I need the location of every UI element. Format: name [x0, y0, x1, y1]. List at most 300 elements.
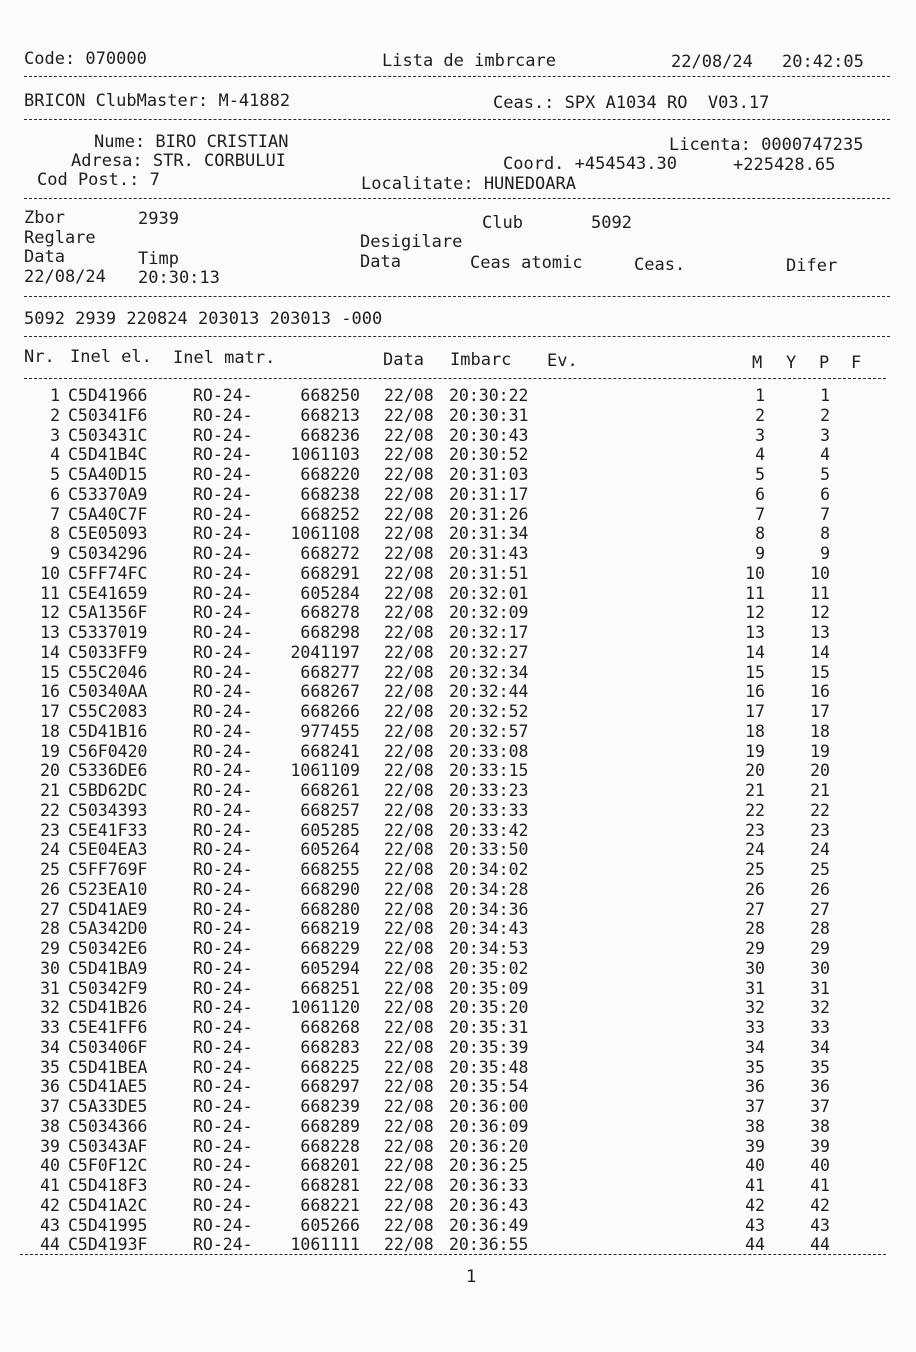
divider	[24, 336, 890, 337]
row-p: 26	[810, 879, 830, 899]
row-prefix: RO-24-	[193, 800, 253, 820]
row-nr: 29	[40, 939, 60, 958]
row-inel-matr: 668241	[300, 741, 360, 761]
table-row	[0, 761, 916, 781]
table-row	[0, 821, 916, 841]
row-inel-matr: 605264	[300, 840, 360, 860]
row-inel-el: C503406F	[68, 1037, 148, 1057]
row-date: 22/08	[384, 1097, 434, 1116]
row-nr: 18	[40, 721, 60, 741]
row-inel-el: C5E41F33	[68, 820, 148, 840]
row-p: 31	[810, 978, 830, 998]
owner-coord: Coord. +454543.30	[503, 154, 677, 174]
row-prefix: RO-24-	[193, 1018, 253, 1037]
row-p: 12	[810, 603, 830, 623]
row-m: 5	[755, 465, 765, 484]
owner-license: Licenta: 0000747235	[669, 135, 864, 155]
timp-label: Timp	[138, 249, 179, 269]
row-inel-el: C503431C	[68, 425, 148, 445]
row-prefix: RO-24-	[193, 1215, 253, 1235]
row-time: 20:33:33	[449, 800, 529, 820]
row-prefix: RO-24-	[193, 642, 253, 662]
data-label-2: Data	[360, 252, 401, 272]
row-date: 22/08	[384, 563, 434, 583]
divider	[24, 378, 886, 379]
row-time: 20:35:48	[449, 1057, 529, 1077]
row-date: 22/08	[384, 1077, 434, 1097]
row-nr: 15	[40, 662, 60, 682]
row-prefix: RO-24-	[193, 939, 253, 958]
table-row	[0, 584, 916, 604]
row-nr: 41	[40, 1176, 60, 1195]
row-inel-el: C5D41B4C	[68, 445, 148, 465]
row-nr: 7	[50, 504, 60, 524]
table-row	[0, 505, 916, 525]
row-inel-matr: 668283	[300, 1037, 360, 1057]
row-prefix: RO-24-	[193, 682, 253, 702]
row-inel-el: C5FF74FC	[68, 563, 148, 583]
row-inel-matr: 668255	[300, 860, 360, 879]
row-p: 24	[810, 840, 830, 860]
row-nr: 8	[50, 524, 60, 544]
row-p: 37	[810, 1097, 830, 1116]
row-time: 20:32:57	[449, 721, 529, 741]
row-p: 28	[810, 919, 830, 939]
row-time: 20:30:31	[449, 405, 529, 425]
table-row	[0, 1196, 916, 1216]
row-inel-el: C5F0F12C	[68, 1156, 148, 1176]
row-date: 22/08	[384, 405, 434, 425]
row-prefix: RO-24-	[193, 1097, 253, 1116]
row-inel-matr: 977455	[300, 721, 360, 741]
row-m: 25	[745, 860, 765, 879]
owner-postcode: Cod Post.: 7	[37, 170, 160, 190]
row-inel-el: C5E05093	[68, 524, 148, 544]
row-nr: 27	[40, 899, 60, 919]
row-inel-el: C523EA10	[68, 879, 148, 899]
row-date: 22/08	[384, 1195, 434, 1215]
row-inel-el: C5D41B26	[68, 998, 148, 1018]
row-inel-matr: 668251	[300, 978, 360, 998]
row-m: 12	[745, 603, 765, 623]
table-row	[0, 1097, 916, 1117]
row-nr: 17	[40, 702, 60, 721]
row-inel-el: C5A40D15	[68, 465, 148, 484]
row-nr: 31	[40, 978, 60, 998]
row-p: 43	[810, 1215, 830, 1235]
row-m: 31	[745, 978, 765, 998]
table-row	[0, 742, 916, 762]
row-date: 22/08	[384, 623, 434, 642]
row-inel-matr: 668220	[300, 465, 360, 484]
row-time: 20:31:43	[449, 544, 529, 563]
row-m: 15	[745, 662, 765, 682]
row-nr: 30	[40, 958, 60, 978]
row-m: 42	[745, 1195, 765, 1215]
row-p: 19	[810, 741, 830, 761]
row-time: 20:36:09	[449, 1116, 529, 1136]
row-date: 22/08	[384, 721, 434, 741]
row-nr: 26	[40, 879, 60, 899]
row-date: 22/08	[384, 958, 434, 978]
divider	[24, 296, 890, 297]
table-row	[0, 643, 916, 663]
row-prefix: RO-24-	[193, 445, 253, 465]
row-p: 29	[810, 939, 830, 958]
row-time: 20:31:51	[449, 563, 529, 583]
row-inel-matr: 668229	[300, 939, 360, 958]
row-nr: 40	[40, 1156, 60, 1176]
row-prefix: RO-24-	[193, 583, 253, 603]
row-prefix: RO-24-	[193, 899, 253, 919]
table-row	[0, 603, 916, 623]
col-m: M	[752, 353, 763, 373]
row-prefix: RO-24-	[193, 1176, 253, 1195]
row-inel-matr: 668221	[300, 1195, 360, 1215]
row-m: 44	[745, 1235, 765, 1255]
row-time: 20:36:43	[449, 1195, 529, 1215]
table-row	[0, 663, 916, 683]
row-time: 20:35:39	[449, 1037, 529, 1057]
table-row	[0, 623, 916, 643]
table-row	[0, 702, 916, 722]
club-label: Club	[482, 213, 523, 233]
row-date: 22/08	[384, 800, 434, 820]
row-date: 22/08	[384, 879, 434, 899]
table-row	[0, 386, 916, 406]
row-m: 22	[745, 800, 765, 820]
row-inel-matr: 668239	[300, 1097, 360, 1116]
row-p: 22	[810, 800, 830, 820]
row-inel-matr: 668236	[300, 425, 360, 445]
row-m: 18	[745, 721, 765, 741]
row-date: 22/08	[384, 1136, 434, 1156]
row-m: 40	[745, 1156, 765, 1176]
row-p: 21	[810, 781, 830, 800]
table-row	[0, 1235, 916, 1255]
table-row	[0, 426, 916, 446]
row-nr: 42	[40, 1195, 60, 1215]
row-p: 23	[810, 820, 830, 840]
row-date: 22/08	[384, 386, 434, 405]
row-nr: 13	[40, 623, 60, 642]
row-inel-matr: 1061108	[290, 524, 360, 544]
device-clock: Ceas.: SPX A1034 RO V03.17	[493, 93, 770, 113]
row-date: 22/08	[384, 1176, 434, 1195]
row-inel-matr: 668228	[300, 1136, 360, 1156]
row-m: 6	[755, 484, 765, 504]
row-inel-el: C5D41995	[68, 1215, 148, 1235]
row-m: 24	[745, 840, 765, 860]
row-p: 6	[820, 484, 830, 504]
row-prefix: RO-24-	[193, 544, 253, 563]
row-p: 27	[810, 899, 830, 919]
row-inel-el: C5336DE6	[68, 761, 148, 781]
row-m: 4	[755, 445, 765, 465]
row-time: 20:31:26	[449, 504, 529, 524]
row-inel-matr: 668219	[300, 919, 360, 939]
row-m: 27	[745, 899, 765, 919]
row-nr: 37	[40, 1097, 60, 1116]
row-date: 22/08	[384, 761, 434, 781]
table-row	[0, 880, 916, 900]
row-date: 22/08	[384, 978, 434, 998]
row-inel-matr: 668281	[300, 1176, 360, 1195]
row-m: 29	[745, 939, 765, 958]
table-row	[0, 1176, 916, 1196]
row-inel-el: C5034393	[68, 800, 148, 820]
ceas-label: Ceas.	[634, 255, 686, 275]
row-p: 44	[810, 1235, 830, 1255]
row-p: 15	[810, 662, 830, 682]
row-date: 22/08	[384, 899, 434, 919]
row-nr: 36	[40, 1077, 60, 1097]
row-inel-el: C5D41A2C	[68, 1195, 148, 1215]
row-p: 33	[810, 1018, 830, 1037]
row-inel-el: C5034366	[68, 1116, 148, 1136]
row-inel-el: C5A342D0	[68, 919, 148, 939]
row-date: 22/08	[384, 524, 434, 544]
table-row	[0, 406, 916, 426]
row-time: 20:35:54	[449, 1077, 529, 1097]
row-time: 20:34:02	[449, 860, 529, 879]
row-m: 32	[745, 998, 765, 1018]
table-row	[0, 1156, 916, 1176]
owner-locality: Localitate: HUNEDOARA	[361, 174, 576, 194]
row-p: 39	[810, 1136, 830, 1156]
row-nr: 23	[40, 820, 60, 840]
row-nr: 9	[50, 544, 60, 563]
row-inel-el: C5D41AE5	[68, 1077, 148, 1097]
row-inel-matr: 605266	[300, 1215, 360, 1235]
table-row	[0, 1058, 916, 1078]
row-prefix: RO-24-	[193, 524, 253, 544]
row-date: 22/08	[384, 445, 434, 465]
row-nr: 33	[40, 1018, 60, 1037]
row-date: 22/08	[384, 662, 434, 682]
row-nr: 22	[40, 800, 60, 820]
col-data: Data	[383, 350, 424, 370]
row-prefix: RO-24-	[193, 1195, 253, 1215]
table-row	[0, 1018, 916, 1038]
col-inel-matr: Inel matr.	[173, 348, 276, 368]
row-time: 20:35:20	[449, 998, 529, 1018]
row-nr: 35	[40, 1057, 60, 1077]
table-row	[0, 998, 916, 1018]
table-row	[0, 524, 916, 544]
row-nr: 38	[40, 1116, 60, 1136]
row-m: 39	[745, 1136, 765, 1156]
row-inel-el: C5E41659	[68, 583, 148, 603]
row-date: 22/08	[384, 583, 434, 603]
row-m: 1	[755, 386, 765, 405]
table-row	[0, 860, 916, 880]
owner-address: Adresa: STR. CORBULUI	[71, 151, 286, 171]
row-nr: 32	[40, 998, 60, 1018]
row-nr: 14	[40, 642, 60, 662]
row-nr: 5	[50, 465, 60, 484]
row-m: 8	[755, 524, 765, 544]
row-inel-matr: 668213	[300, 405, 360, 425]
row-nr: 43	[40, 1215, 60, 1235]
table-row	[0, 979, 916, 999]
row-inel-el: C5BD62DC	[68, 781, 148, 800]
row-date: 22/08	[384, 1037, 434, 1057]
row-time: 20:32:52	[449, 702, 529, 721]
row-prefix: RO-24-	[193, 958, 253, 978]
row-prefix: RO-24-	[193, 465, 253, 484]
row-p: 7	[820, 504, 830, 524]
table-row	[0, 1077, 916, 1097]
row-date: 22/08	[384, 425, 434, 445]
row-inel-matr: 668201	[300, 1156, 360, 1176]
row-nr: 24	[40, 840, 60, 860]
row-inel-matr: 668289	[300, 1116, 360, 1136]
row-inel-el: C5D41AE9	[68, 899, 148, 919]
row-p: 25	[810, 860, 830, 879]
row-prefix: RO-24-	[193, 1077, 253, 1097]
row-inel-el: C5D41966	[68, 386, 148, 405]
row-date: 22/08	[384, 1116, 434, 1136]
row-date: 22/08	[384, 1018, 434, 1037]
row-prefix: RO-24-	[193, 879, 253, 899]
row-time: 20:36:25	[449, 1156, 529, 1176]
row-inel-matr: 668272	[300, 544, 360, 563]
row-date: 22/08	[384, 465, 434, 484]
row-prefix: RO-24-	[193, 860, 253, 879]
row-m: 41	[745, 1176, 765, 1195]
row-m: 26	[745, 879, 765, 899]
row-m: 20	[745, 761, 765, 781]
row-prefix: RO-24-	[193, 603, 253, 623]
row-inel-matr: 668250	[300, 386, 360, 405]
table-row	[0, 465, 916, 485]
row-inel-matr: 605284	[300, 583, 360, 603]
row-inel-el: C50342F9	[68, 978, 148, 998]
row-date: 22/08	[384, 484, 434, 504]
row-time: 20:36:20	[449, 1136, 529, 1156]
table-row	[0, 900, 916, 920]
row-p: 9	[820, 544, 830, 563]
row-nr: 11	[40, 583, 60, 603]
row-date: 22/08	[384, 1235, 434, 1255]
row-p: 17	[810, 702, 830, 721]
divider	[20, 1254, 886, 1255]
row-p: 8	[820, 524, 830, 544]
row-time: 20:35:31	[449, 1018, 529, 1037]
row-time: 20:30:43	[449, 425, 529, 445]
row-nr: 34	[40, 1037, 60, 1057]
row-prefix: RO-24-	[193, 1156, 253, 1176]
row-inel-el: C5D41BEA	[68, 1057, 148, 1077]
row-inel-matr: 668252	[300, 504, 360, 524]
row-time: 20:30:52	[449, 445, 529, 465]
row-inel-matr: 1061103	[290, 445, 360, 465]
row-m: 30	[745, 958, 765, 978]
row-date: 22/08	[384, 840, 434, 860]
row-inel-el: C5033FF9	[68, 642, 148, 662]
row-time: 20:33:08	[449, 741, 529, 761]
row-time: 20:36:55	[449, 1235, 529, 1255]
flight-label: Zbor	[24, 208, 65, 228]
row-p: 41	[810, 1176, 830, 1195]
row-p: 35	[810, 1057, 830, 1077]
row-time: 20:36:49	[449, 1215, 529, 1235]
row-inel-matr: 1061120	[290, 998, 360, 1018]
row-time: 20:33:23	[449, 781, 529, 800]
row-prefix: RO-24-	[193, 761, 253, 781]
row-prefix: RO-24-	[193, 504, 253, 524]
divider	[24, 76, 890, 77]
row-p: 11	[810, 583, 830, 603]
row-nr: 39	[40, 1136, 60, 1156]
table-row	[0, 1216, 916, 1236]
row-m: 37	[745, 1097, 765, 1116]
row-prefix: RO-24-	[193, 425, 253, 445]
table-row	[0, 939, 916, 959]
row-prefix: RO-24-	[193, 1057, 253, 1077]
row-nr: 44	[40, 1235, 60, 1255]
table-row	[0, 919, 916, 939]
row-time: 20:32:17	[449, 623, 529, 642]
row-m: 10	[745, 563, 765, 583]
row-date: 22/08	[384, 642, 434, 662]
row-m: 34	[745, 1037, 765, 1057]
col-inel-el: Inel el.	[70, 347, 152, 367]
report-time: 20:42:05	[782, 52, 864, 72]
desigilare-label: Desigilare	[360, 232, 463, 252]
row-p: 2	[820, 405, 830, 425]
row-p: 13	[810, 623, 830, 642]
row-time: 20:34:43	[449, 919, 529, 939]
row-nr: 2	[50, 405, 60, 425]
row-p: 36	[810, 1077, 830, 1097]
row-prefix: RO-24-	[193, 386, 253, 405]
row-time: 20:31:34	[449, 524, 529, 544]
row-inel-el: C55C2083	[68, 702, 148, 721]
row-inel-el: C5FF769F	[68, 860, 148, 879]
row-p: 30	[810, 958, 830, 978]
table-row	[0, 544, 916, 564]
table-row	[0, 781, 916, 801]
row-date: 22/08	[384, 820, 434, 840]
row-date: 22/08	[384, 1057, 434, 1077]
row-date: 22/08	[384, 682, 434, 702]
row-date: 22/08	[384, 702, 434, 721]
row-m: 38	[745, 1116, 765, 1136]
row-date: 22/08	[384, 781, 434, 800]
row-inel-matr: 668280	[300, 899, 360, 919]
row-nr: 1	[50, 386, 60, 405]
row-date: 22/08	[384, 860, 434, 879]
row-time: 20:36:33	[449, 1176, 529, 1195]
page-number: 1	[466, 1267, 477, 1287]
row-inel-el: C50342E6	[68, 939, 148, 958]
row-nr: 21	[40, 781, 60, 800]
row-prefix: RO-24-	[193, 998, 253, 1018]
row-date: 22/08	[384, 544, 434, 563]
row-inel-el: C50341F6	[68, 405, 148, 425]
row-time: 20:32:34	[449, 662, 529, 682]
owner-name: Nume: BIRO CRISTIAN	[94, 132, 289, 152]
row-m: 2	[755, 405, 765, 425]
table-row	[0, 1038, 916, 1058]
col-ev: Ev.	[547, 351, 578, 371]
row-p: 10	[810, 563, 830, 583]
row-inel-matr: 668278	[300, 603, 360, 623]
row-nr: 4	[50, 445, 60, 465]
row-inel-matr: 668268	[300, 1018, 360, 1037]
